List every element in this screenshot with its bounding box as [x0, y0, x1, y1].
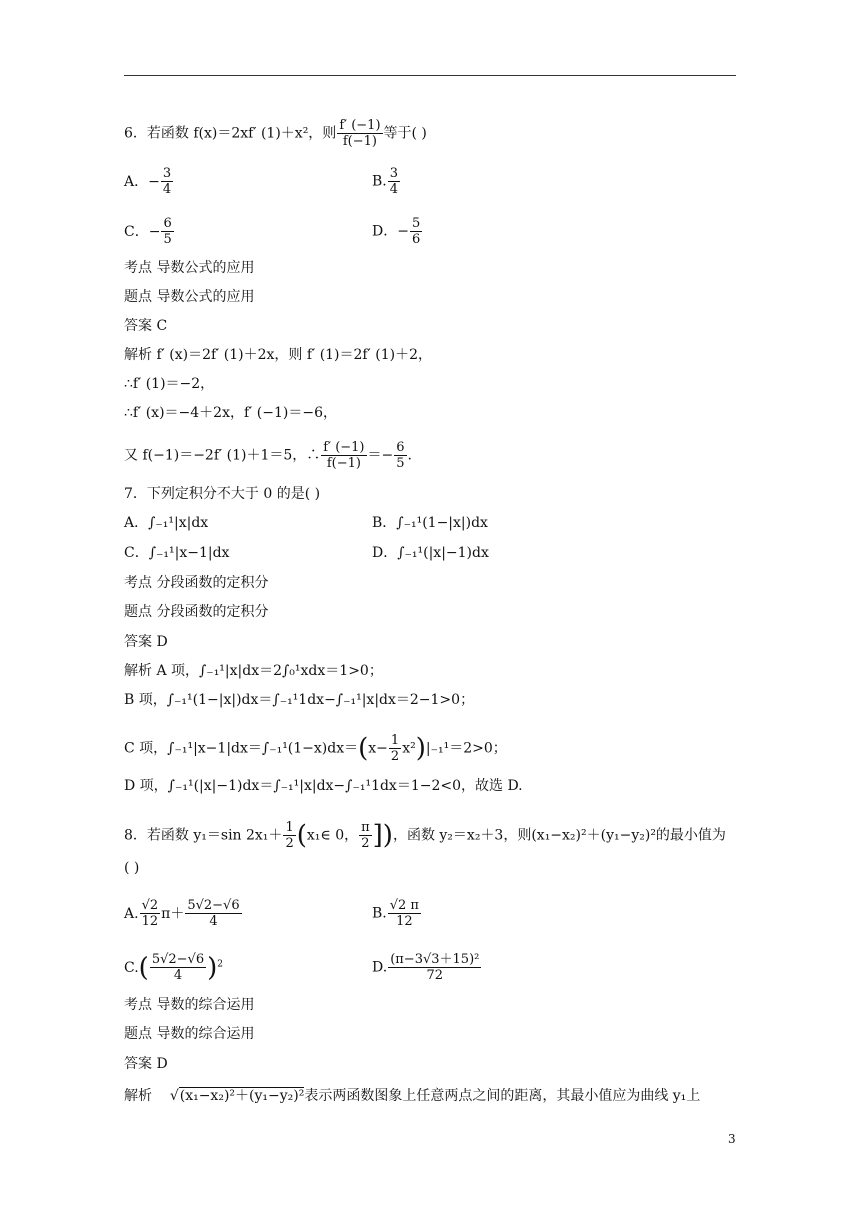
q7-option-d: D．∫₋₁¹(|x|−1)dx	[372, 545, 489, 561]
q8-option-b: B. $\frac{√2 \pi}{12}$	[372, 898, 419, 929]
q7-tidian: 题点 分段函数的定积分	[124, 604, 269, 620]
q8-stem: 8．若函数 y₁＝sin 2x₁＋ $\frac{1}{2}$ (x₁∈ 0， $\frac{\pi}{2}$ ])，函数 y₂＝x₂＋3，则(x₁−x₂)²＋(y₁−y₂)²的最小值为	[124, 820, 726, 851]
q6-option-a: A．− $\frac{3}{4}$	[124, 166, 172, 197]
q7-stem: 7．下列定积分不大于 0 的是( )	[124, 486, 321, 502]
q7-answer: 答案 D	[124, 634, 168, 650]
q6-option-d: D．− $\frac{5}{6}$	[372, 216, 421, 247]
q6-answer: 答案 C	[124, 318, 168, 334]
q7-option-b: B．∫₋₁¹(1−|x|)dx	[372, 515, 488, 531]
q7-kaodian: 考点 分段函数的定积分	[124, 575, 269, 591]
q7-solution-d: D 项，∫₋₁¹(|x|−1)dx＝∫₋₁¹|x|dx−∫₋₁¹1dx＝1−2<0，故选 D.	[124, 778, 523, 794]
q6-tidian: 题点 导数公式的应用	[124, 289, 255, 305]
header-rule	[124, 75, 736, 76]
q7-solution-c: C 项，∫₋₁¹|x−1|dx＝∫₋₁¹(1−x)dx＝(x− $\frac{1}{2}$ x²)|₋₁¹＝2>0；	[124, 733, 507, 764]
q6-options-ab	[124, 166, 399, 197]
q8-tidian: 题点 导数的综合运用	[124, 1026, 255, 1042]
q7-option-a: A．∫₋₁¹|x|dx	[124, 515, 209, 531]
q8-stem-blank: ( )	[124, 860, 140, 876]
q8-solution: 解析 √(x₁−x₂)²＋(y₁−y₂)²表示两函数图象上任意两点之间的距离，其最小值应为曲线 y₁上	[124, 1088, 701, 1104]
q7-option-c: C．∫₋₁¹|x−1|dx	[124, 545, 230, 561]
q6-kaodian: 考点 导数公式的应用	[124, 260, 255, 276]
q7-solution-b: B 项，∫₋₁¹(1−|x|)dx＝∫₋₁¹1dx−∫₋₁¹|x|dx＝2−1>0；	[124, 692, 475, 708]
q6-stem: 6．若函数 f(x)＝2xf′ (1)＋x²，则 $\frac{f' (-1)}{f(-1)}$ 等于( )	[124, 118, 427, 149]
q8-option-d: D. $\frac{\text{(π−3√3＋15)²}}{72}$	[372, 952, 480, 983]
q6-solution-4: 又 f(−1)＝−2f′ (1)＋1＝5，∴ $\frac{f' (-1)}{f(-1)}$ ＝− $\frac{6}{5}$ .	[124, 440, 412, 471]
q7-options-cd	[124, 543, 489, 563]
q8-option-a: A. $\frac{√2}{12}$ π＋ $\frac{5√2-√6}{4}$	[124, 898, 240, 929]
q6-option-c: C．− $\frac{6}{5}$	[124, 216, 172, 247]
q8-options-cd	[124, 952, 480, 983]
q6-option-b: B. $\frac{3}{4}$	[372, 166, 399, 197]
q6-options-cd	[124, 216, 421, 247]
q7-options-ab	[124, 513, 488, 533]
q8-kaodian: 考点 导数的综合运用	[124, 997, 255, 1013]
q6-solution-3: ∴f′ (x)＝−4＋2x，f′ (−1)＝−6，	[124, 405, 337, 421]
q8-options-ab	[124, 898, 419, 929]
q6-fraction: $\frac{f' (-1)}{f(-1)}$	[339, 118, 381, 149]
q8-option-c: C.( $\frac{5√2-√6}{4}$ )$^2$	[124, 952, 223, 983]
page-number: 3	[728, 1132, 736, 1146]
q7-solution-a: 解析 A 项，∫₋₁¹|x|dx＝2∫₀¹xdx＝1>0；	[124, 663, 383, 679]
q6-solution-2: ∴f′ (1)＝−2，	[124, 376, 215, 392]
q8-answer: 答案 D	[124, 1056, 168, 1072]
q6-solution-1: 解析 f′ (x)＝2f′ (1)＋2x，则 f′ (1)＝2f′ (1)＋2，	[124, 347, 432, 363]
